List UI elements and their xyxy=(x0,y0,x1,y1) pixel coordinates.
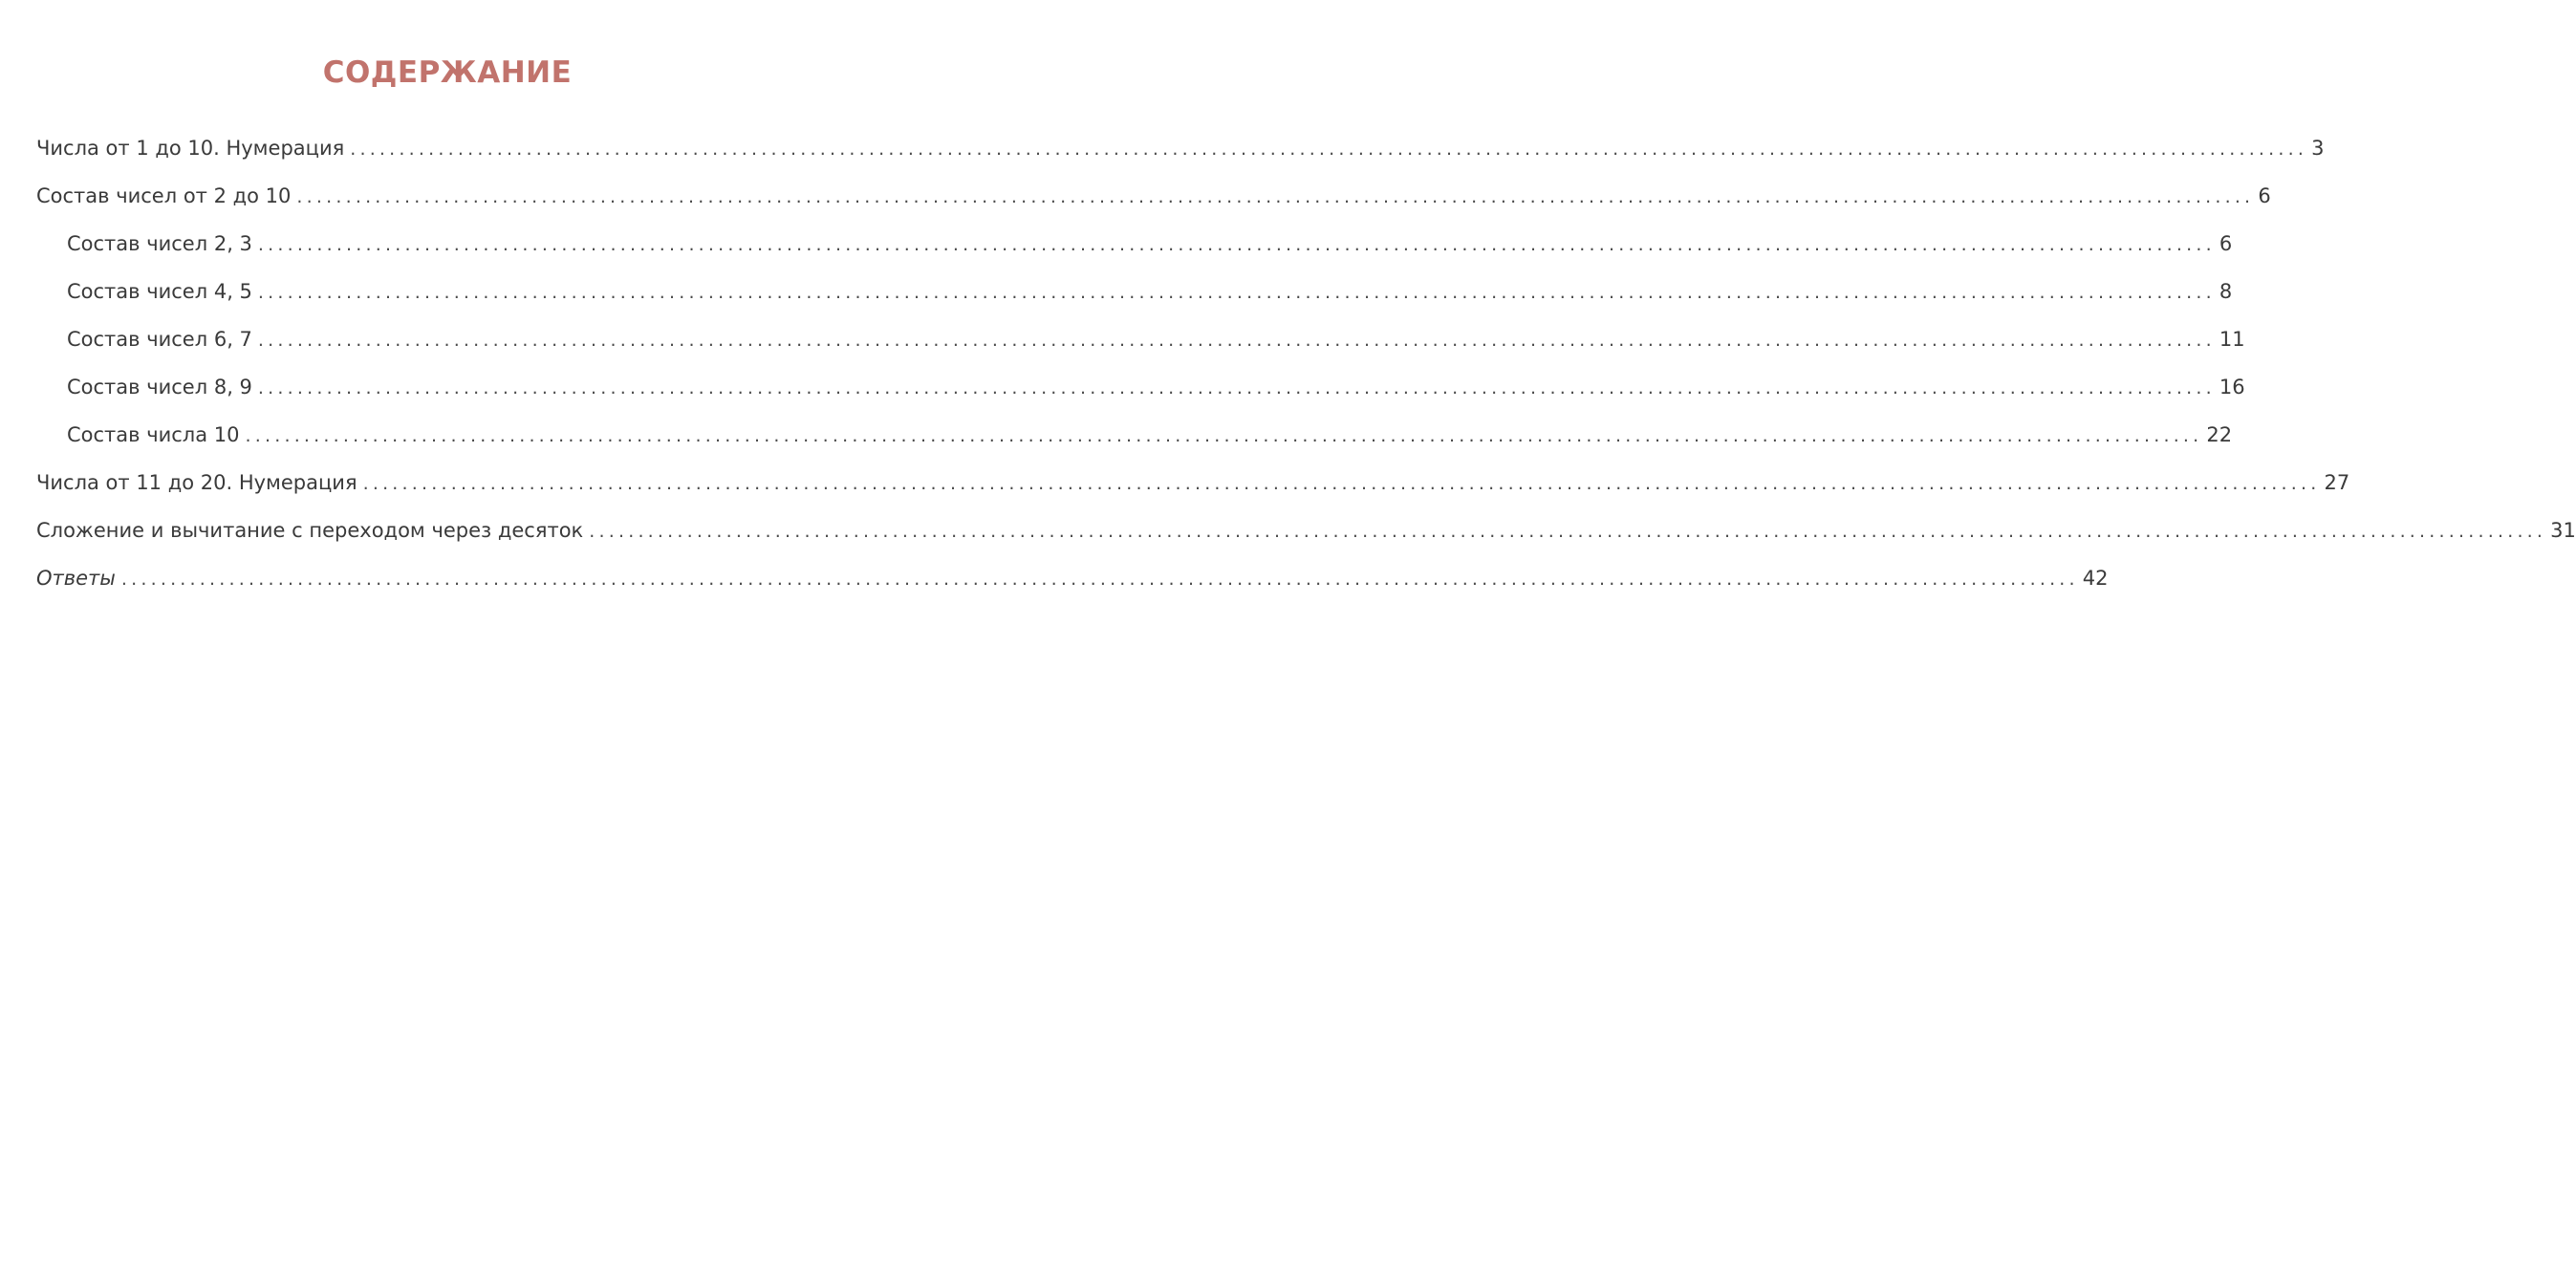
toc-entry[interactable] xyxy=(36,459,2350,506)
toc-subentry[interactable] xyxy=(36,315,2245,363)
page-title: СОДЕРЖАНИЕ xyxy=(322,55,573,90)
dot-leader: ........................................................................................................................................................................................................ xyxy=(120,569,2079,590)
toc-entry[interactable] xyxy=(36,172,2271,220)
toc-subentry[interactable] xyxy=(36,220,2233,268)
toc-entry-label: Состав чисел 4, 5 xyxy=(67,280,252,303)
toc-entry-page: 11 xyxy=(2219,328,2245,351)
toc-entry-answers[interactable] xyxy=(36,554,2109,602)
toc-entry-label: Состав чисел 8, 9 xyxy=(67,376,252,399)
toc-entry-label: Ответы xyxy=(36,567,116,590)
table-of-contents xyxy=(36,124,2576,602)
toc-entry-page: 8 xyxy=(2219,280,2233,303)
toc-entry-label: Сложение и вычитание с переходом через десяток xyxy=(36,519,584,542)
toc-entry[interactable] xyxy=(36,506,2576,554)
toc-subentry[interactable] xyxy=(36,363,2245,411)
dot-leader: ........................................................................................................................................................................................................ xyxy=(257,234,2216,255)
dot-leader: ........................................................................................................................................................................................................ xyxy=(589,521,2547,542)
toc-entry[interactable] xyxy=(36,124,2325,172)
dot-leader: ........................................................................................................................................................................................................ xyxy=(257,377,2216,399)
toc-subentry[interactable] xyxy=(36,411,2233,459)
toc-entry-label: Числа от 11 до 20. Нумерация xyxy=(36,471,357,494)
toc-entry-label: Состав чисел 6, 7 xyxy=(67,328,252,351)
dot-leader: ........................................................................................................................................................................................................ xyxy=(362,473,2321,494)
dot-leader: ........................................................................................................................................................................................................ xyxy=(296,186,2255,207)
dot-leader: ........................................................................................................................................................................................................ xyxy=(257,330,2216,351)
toc-subentry[interactable] xyxy=(36,268,2233,315)
dot-leader: ........................................................................................................................................................................................................ xyxy=(257,282,2216,303)
toc-entry-page: 6 xyxy=(2219,232,2233,255)
toc-entry-page: 6 xyxy=(2258,184,2271,207)
toc-entry-label: Состав чисел от 2 до 10 xyxy=(36,184,292,207)
toc-entry-page: 16 xyxy=(2219,376,2245,399)
toc-entry-page: 27 xyxy=(2324,471,2350,494)
dot-leader: ........................................................................................................................................................................................................ xyxy=(245,425,2203,446)
toc-entry-label: Числа от 1 до 10. Нумерация xyxy=(36,137,345,160)
dot-leader: ........................................................................................................................................................................................................ xyxy=(350,139,2308,160)
toc-entry-page: 42 xyxy=(2082,567,2109,590)
toc-entry-label: Состав числа 10 xyxy=(67,423,240,446)
toc-entry-page: 31 xyxy=(2550,519,2576,542)
toc-entry-page: 22 xyxy=(2206,423,2233,446)
toc-entry-label: Состав чисел 2, 3 xyxy=(67,232,252,255)
toc-entry-page: 3 xyxy=(2311,137,2325,160)
